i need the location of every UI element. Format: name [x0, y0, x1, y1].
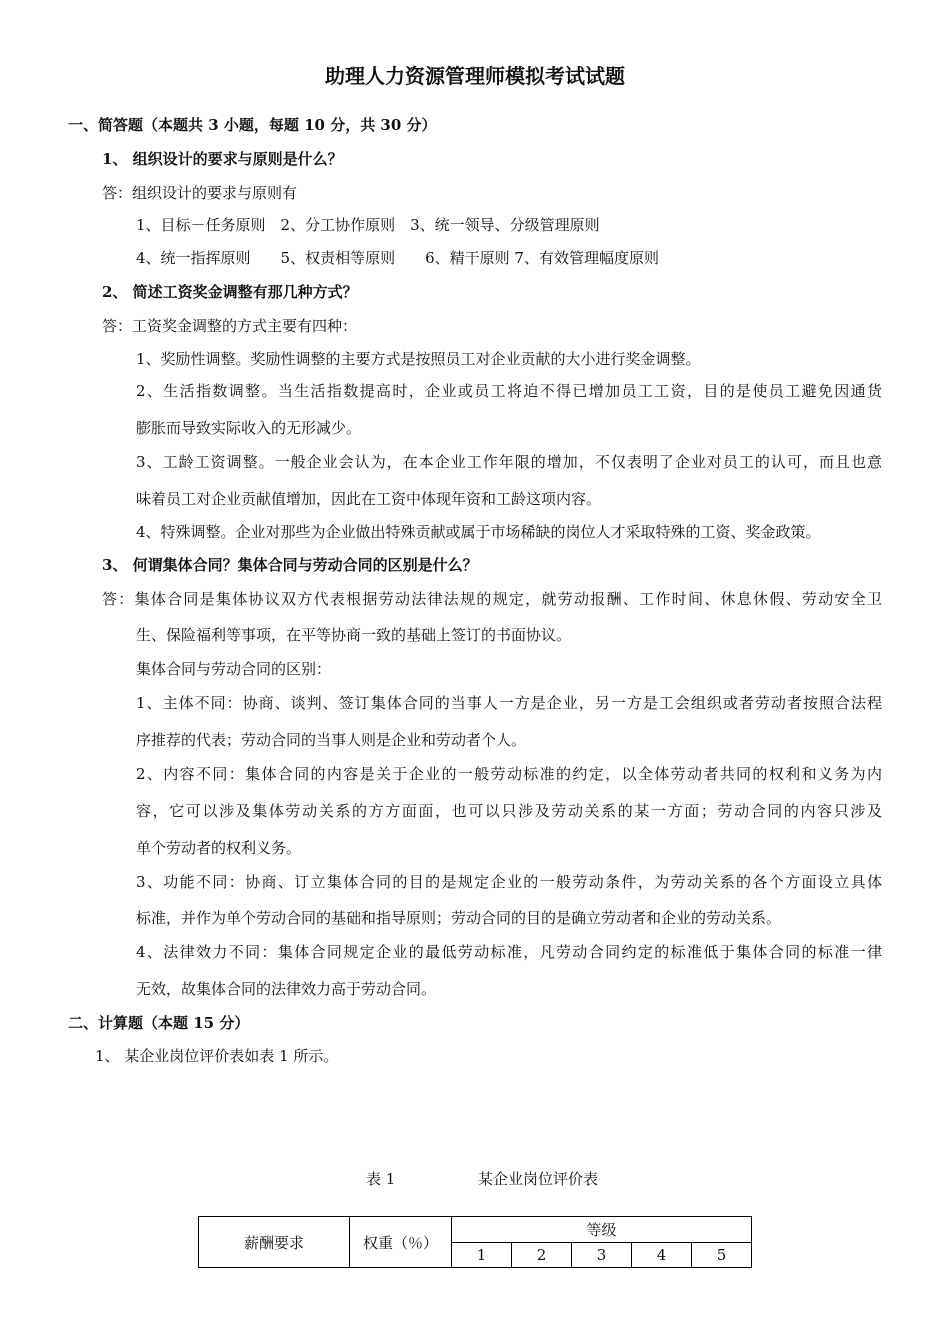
grade-header-2: 2	[512, 1242, 572, 1268]
header-weight: 权重（％）	[350, 1217, 452, 1268]
answer-2-point-2: 2、生活指数调整。当生活指数提高时，企业或员工将迫不得已增加员工工资，目的是使员工避免因通货	[136, 382, 882, 400]
job-evaluation-table	[198, 1216, 752, 1268]
answer-3-diff-3: 3、功能不同：协商、订立集体合同的目的是规定企业的一般劳动条件，为劳动关系的各个方面设立具体	[136, 873, 882, 891]
answer-2-intro: 答：工资奖金调整的方式主要有四种：	[102, 317, 358, 335]
table-caption-title: 某企业岗位评价表	[478, 1170, 599, 1188]
grade-header-3: 3	[572, 1242, 632, 1268]
header-grade: 等级	[452, 1217, 752, 1243]
answer-3-diff-4-cont: 无效，故集体合同的法律效力高于劳动合同。	[136, 980, 437, 998]
question-2: 2、 简述工资奖金调整有那几种方式？	[102, 283, 358, 301]
grade-header-4: 4	[632, 1242, 692, 1268]
calc-question-1: 1、 某企业岗位评价表如表 1 所示。	[95, 1047, 339, 1065]
answer-3-diff-3-cont: 标准，并作为单个劳动合同的基础和指导原则；劳动合同的目的是确立劳动者和企业的劳动关系。	[136, 909, 782, 927]
answer-3-diff-1: 1、主体不同：协商、谈判、签订集体合同的当事人一方是企业，另一方是工会组织或者劳动者按照合法程	[136, 694, 882, 712]
grade-header-1: 1	[452, 1242, 512, 1268]
answer-3-diff-intro: 集体合同与劳动合同的区别：	[136, 660, 332, 678]
question-1: 1、 组织设计的要求与原则是什么？	[102, 150, 343, 168]
answer-2-point-4: 4、特殊调整。企业对那些为企业做出特殊贡献或属于市场稀缺的岗位人才采取特殊的工资、奖金政策。	[136, 523, 821, 541]
answer-1-line-2: 4、统一指挥原则 5、权责相等原则 6、精干原则 7、有效管理幅度原则	[136, 249, 659, 267]
answer-2-point-1: 1、奖励性调整。奖励性调整的主要方式是按照员工对企业贡献的大小进行奖金调整。	[136, 350, 701, 368]
answer-3-definition-cont: 生、保险福利等事项，在平等协商一致的基础上签订的书面协议。	[136, 626, 572, 644]
answer-1-line-1: 1、目标－任务原则 2、分工协作原则 3、统一领导、分级管理原则	[136, 216, 600, 234]
answer-3-diff-2-cont: 容，它可以涉及集体劳动关系的方方面面，也可以只涉及劳动关系的某一方面；劳动合同的内容只涉及	[136, 802, 882, 820]
page-title: 助理人力资源管理师模拟考试试题	[325, 64, 625, 88]
answer-3-diff-4: 4、法律效力不同：集体合同规定企业的最低劳动标准，凡劳动合同约定的标准低于集体合同的标准一律	[136, 943, 882, 961]
answer-3-diff-1-cont: 序推荐的代表；劳动合同的当事人则是企业和劳动者个人。	[136, 731, 527, 749]
section-1-heading: 一、简答题（本题共 3 小题，每题 10 分，共 30 分）	[68, 116, 437, 134]
answer-3-diff-2-end: 单个劳动者的权利义务。	[136, 839, 302, 857]
answer-3-definition: 答：集体合同是集体协议双方代表根据劳动法律法规的规定，就劳动报酬、工作时间、休息休假、劳动安全卫	[102, 590, 882, 608]
question-3: 3、 何谓集体合同？集体合同与劳动合同的区别是什么？	[102, 556, 478, 574]
answer-3-diff-2: 2、内容不同：集体合同的内容是关于企业的一般劳动标准的约定，以全体劳动者共同的权利和义务为内	[136, 765, 882, 783]
header-salary-requirement: 薪酬要求	[199, 1217, 350, 1268]
answer-2-point-3-cont: 味着员工对企业贡献值增加，因此在工资中体现年资和工龄这项内容。	[136, 490, 602, 508]
answer-1-intro: 答：组织设计的要求与原则有	[102, 184, 298, 202]
answer-2-point-2-cont: 膨胀而导致实际收入的无形减少。	[136, 419, 362, 437]
section-2-heading: 二、计算题（本题 15 分）	[68, 1014, 250, 1032]
table-caption-number: 表 1	[366, 1170, 396, 1188]
answer-2-point-3: 3、工龄工资调整。一般企业会认为，在本企业工作年限的增加，不仅表明了企业对员工的认可，而且也意	[136, 453, 882, 471]
grade-header-5: 5	[692, 1242, 752, 1268]
